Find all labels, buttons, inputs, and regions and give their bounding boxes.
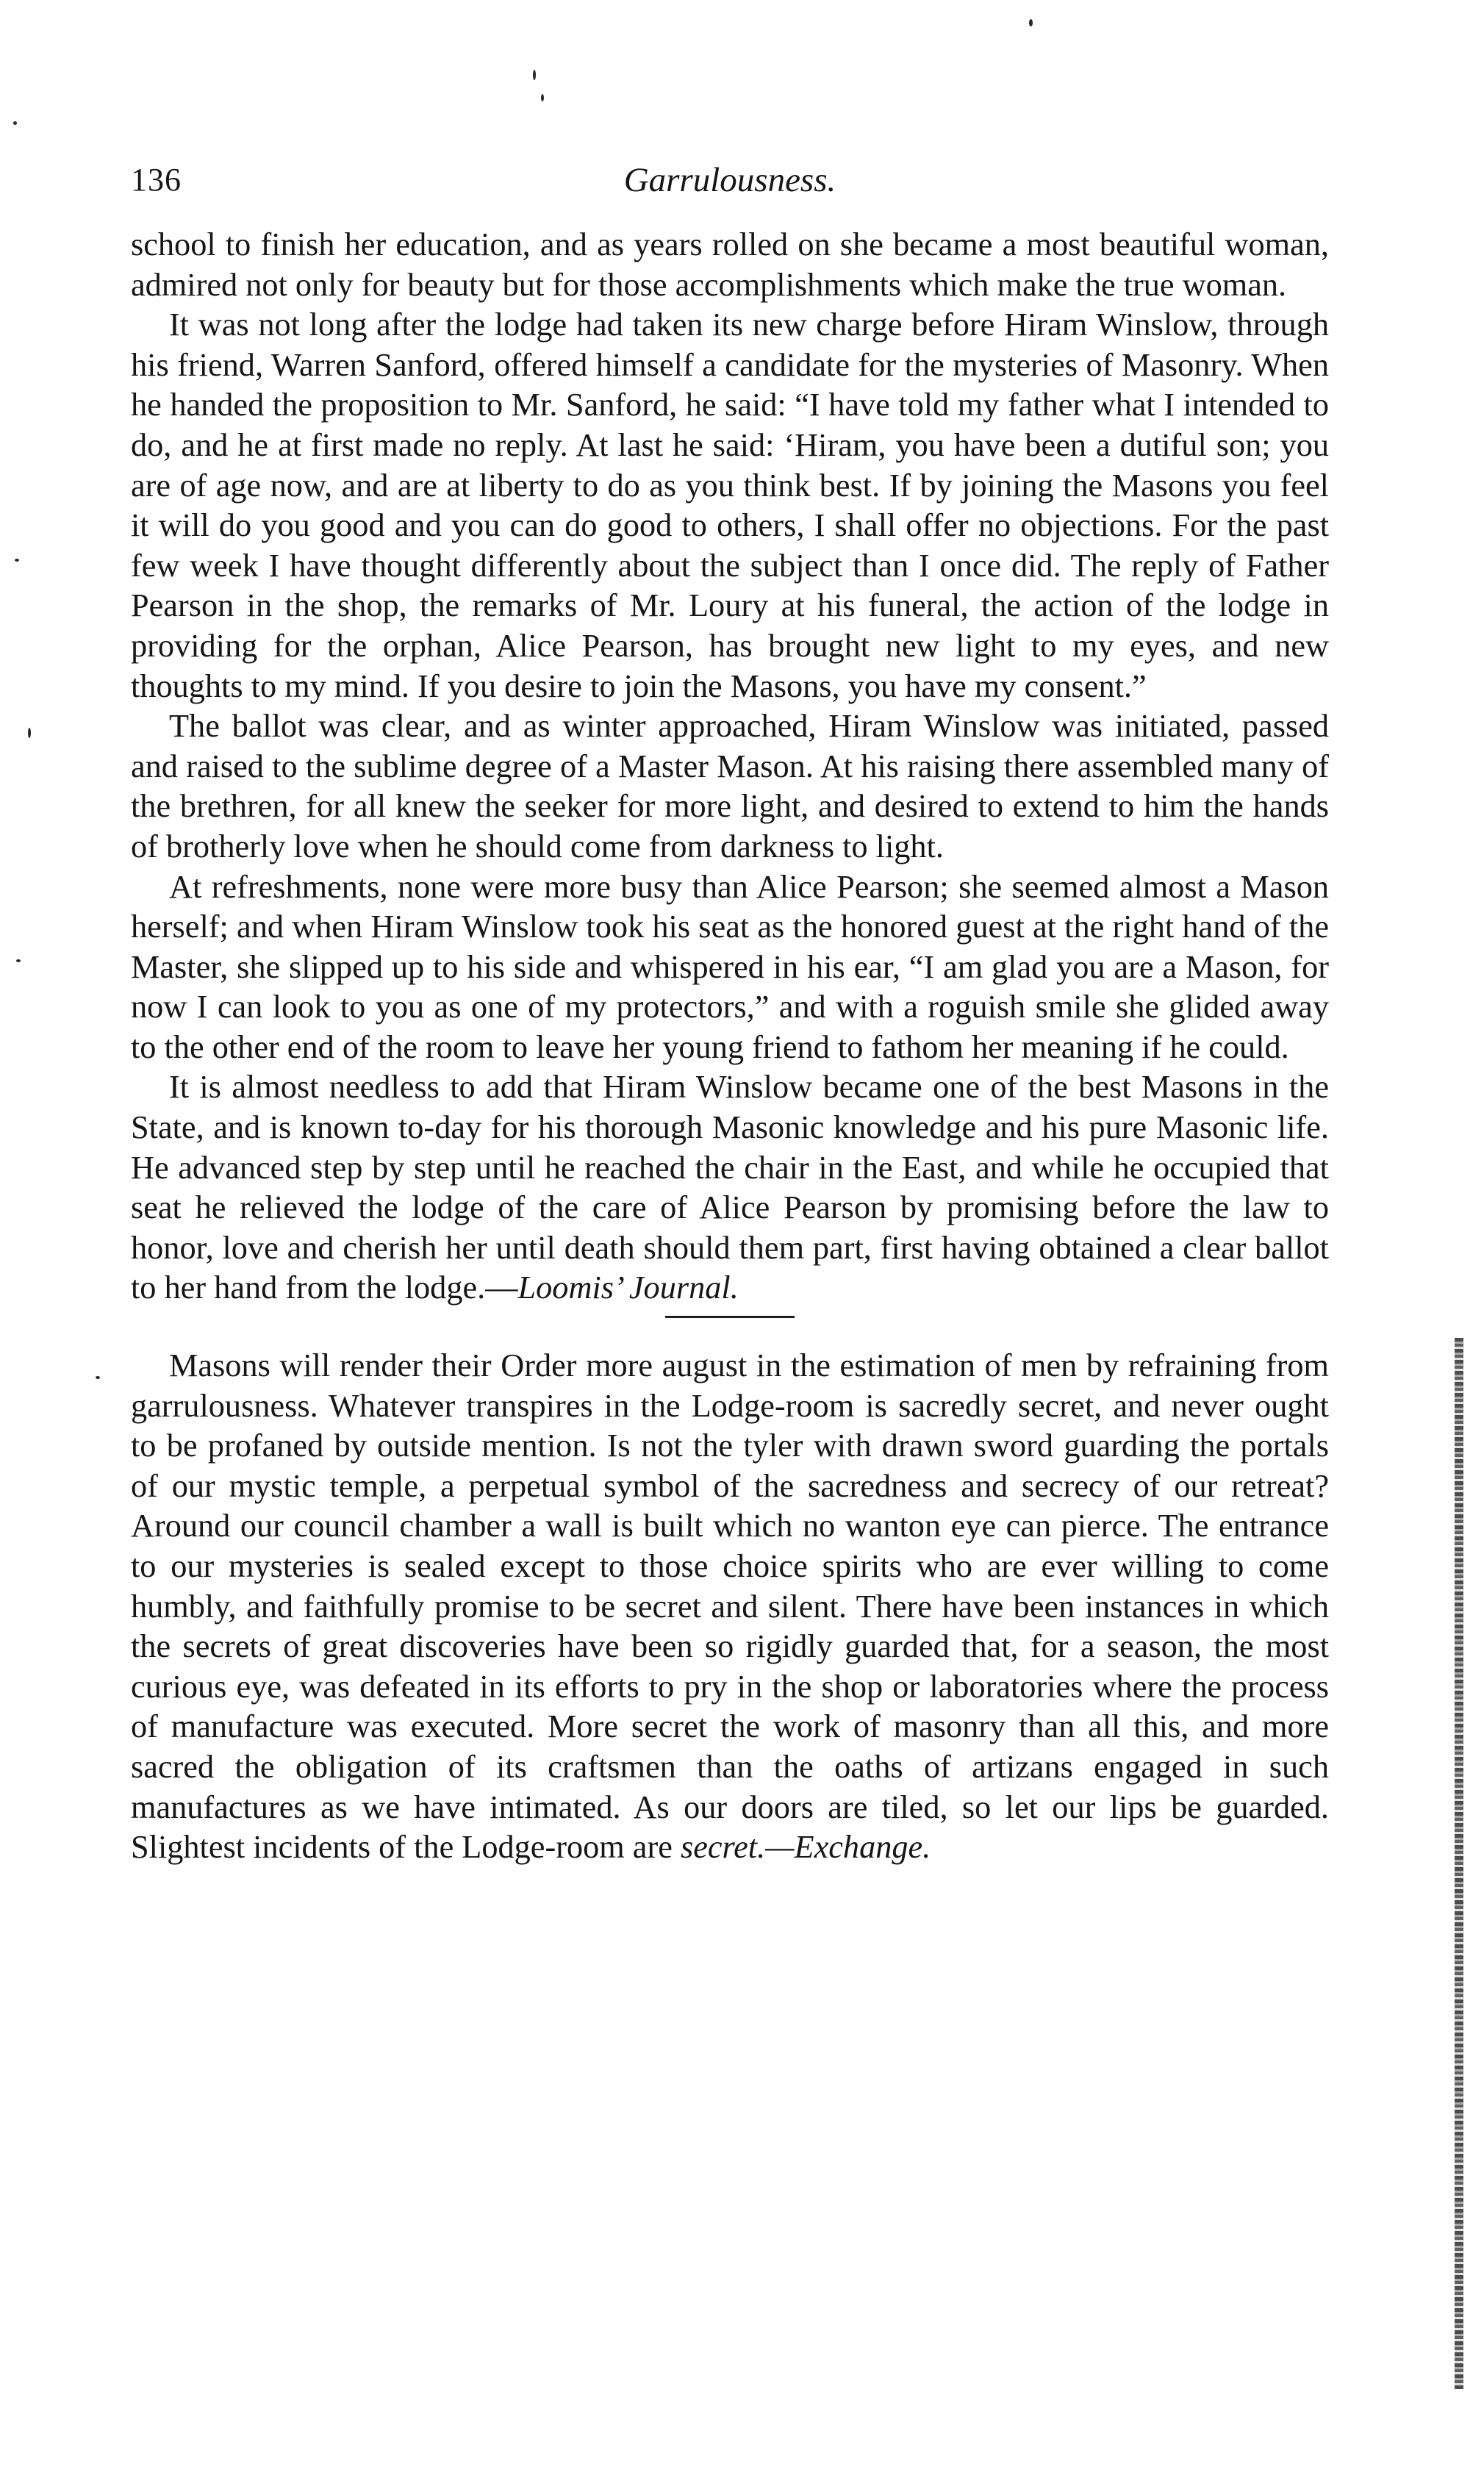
section-divider — [665, 1316, 795, 1318]
source-citation-exchange: secret.—Exchange. — [680, 1829, 931, 1866]
print-speck — [541, 94, 544, 101]
paragraph-garrulousness-text: Masons will render their Order more august in the estimation of men by refraining from garrulousness. Whatever transpires in the Lodge-room is sacredly secret, and never ought to be profaned by outside mention. Is not the tyler with drawn sword guarding the portals of our mystic temple, a perpetual symbol of the sacredness and secrecy of our retreat? Around our council chamber a wall is built which no wanton eye can pierce. The entrance to our mysteries is sealed except to those choice spirits who are ever willing to come humbly, and faithfully promise to be secret and silent. There have been instances in which the secrets of great discoveries have been so rigidly guarded that, for a season, the most curious eye, was defeated in its efforts to pry in the shop or laboratories where the process of manufacture was executed. More secret the work of masonry than all this, and more sacred the obligation of its craftsmen than the oaths of artizans engaged in such manufactures as we have intimated. As our doors are tiled, so let our lips be guarded. Slightest incidents of the Lodge-room are — [131, 1347, 1329, 1866]
paragraph-garrulousness — [131, 1346, 1329, 1868]
page-number: 136 — [131, 162, 182, 198]
paragraph-refreshments: At refreshments, none were more busy than Alice Pearson; she seemed almost a Mason herself; and when Hiram Winslow took his seat as the honored guest at the right hand of the Master, she slipped up to his side and whispered in his ear, “I am glad you are a Mason, for now I can look to you as one of my protectors,” and with a roguish smile she glided away to the other end of the room to leave her young friend to fathom her meaning if he could. — [131, 868, 1329, 1065]
print-speck — [96, 1376, 100, 1379]
page-header — [131, 158, 1329, 210]
page-edge-strip — [1455, 1338, 1463, 2389]
print-speck — [15, 559, 19, 562]
paragraph-continuation: school to finish her education, and as years rolled on she became a most beautiful woman, admired not only for beauty but for those accomplishments which make the true woman. — [131, 226, 1329, 303]
paragraph-conclusion-text: It is almost needless to add that Hiram Winslow became one of the best Masons in the State, and is known to-day for his thorough Masonic knowledge and his pure Masonic life. He advanced step by step until he reached the chair in the East, and while he occupied that seat he relieved the lodge of the care of Alice Pearson by promising before the law to honor, love and cherish her until death should them part, first having obtained a clear ballot to her hand from the lodge.— — [131, 1069, 1329, 1306]
page-body — [131, 225, 1329, 1868]
running-head: Garrulousness. — [623, 161, 836, 199]
print-speck — [13, 121, 17, 125]
page-edge-shadow — [1444, 1338, 1474, 2389]
print-speck — [1029, 19, 1033, 26]
paragraph-ballot: The ballot was clear, and as winter approached, Hiram Winslow was initiated, passed and raised to the sublime degree of a Master Mason. At his raising there assembled many of the brethren, for all knew the seeker for more light, and desired to extend to him the hands of brotherly love when he should come from darkness to light. — [131, 708, 1329, 864]
print-speck — [28, 728, 31, 738]
paragraph-conclusion — [131, 1067, 1329, 1308]
print-speck — [16, 959, 21, 962]
paragraph-hiram-proposition: It was not long after the lodge had taken its new charge before Hiram Winslow, through his friend, Warren Sanford, offered himself a candidate for the mysteries of Masonry. When he handed the proposition to Mr. Sanford, he said: “I have told my father what I intended to do, and he at first made no reply. At last he said: ‘Hiram, you have been a dutiful son; you are of age now, and are at liberty to do as you think best. If by joining the Masons you feel it will do you good and you can do good to others, I shall offer no objections. For the past few week I have thought differently about the subject than I once did. The reply of Father Pearson in the shop, the remarks of Mr. Loury at his funeral, the action of the lodge in providing for the orphan, Alice Pearson, has brought new light to my eyes, and new thoughts to my mind. If you desire to join the Masons, you have my consent.” — [131, 307, 1329, 704]
print-speck — [533, 70, 536, 80]
source-citation-loomis: Loomis’ Journal. — [517, 1270, 739, 1306]
